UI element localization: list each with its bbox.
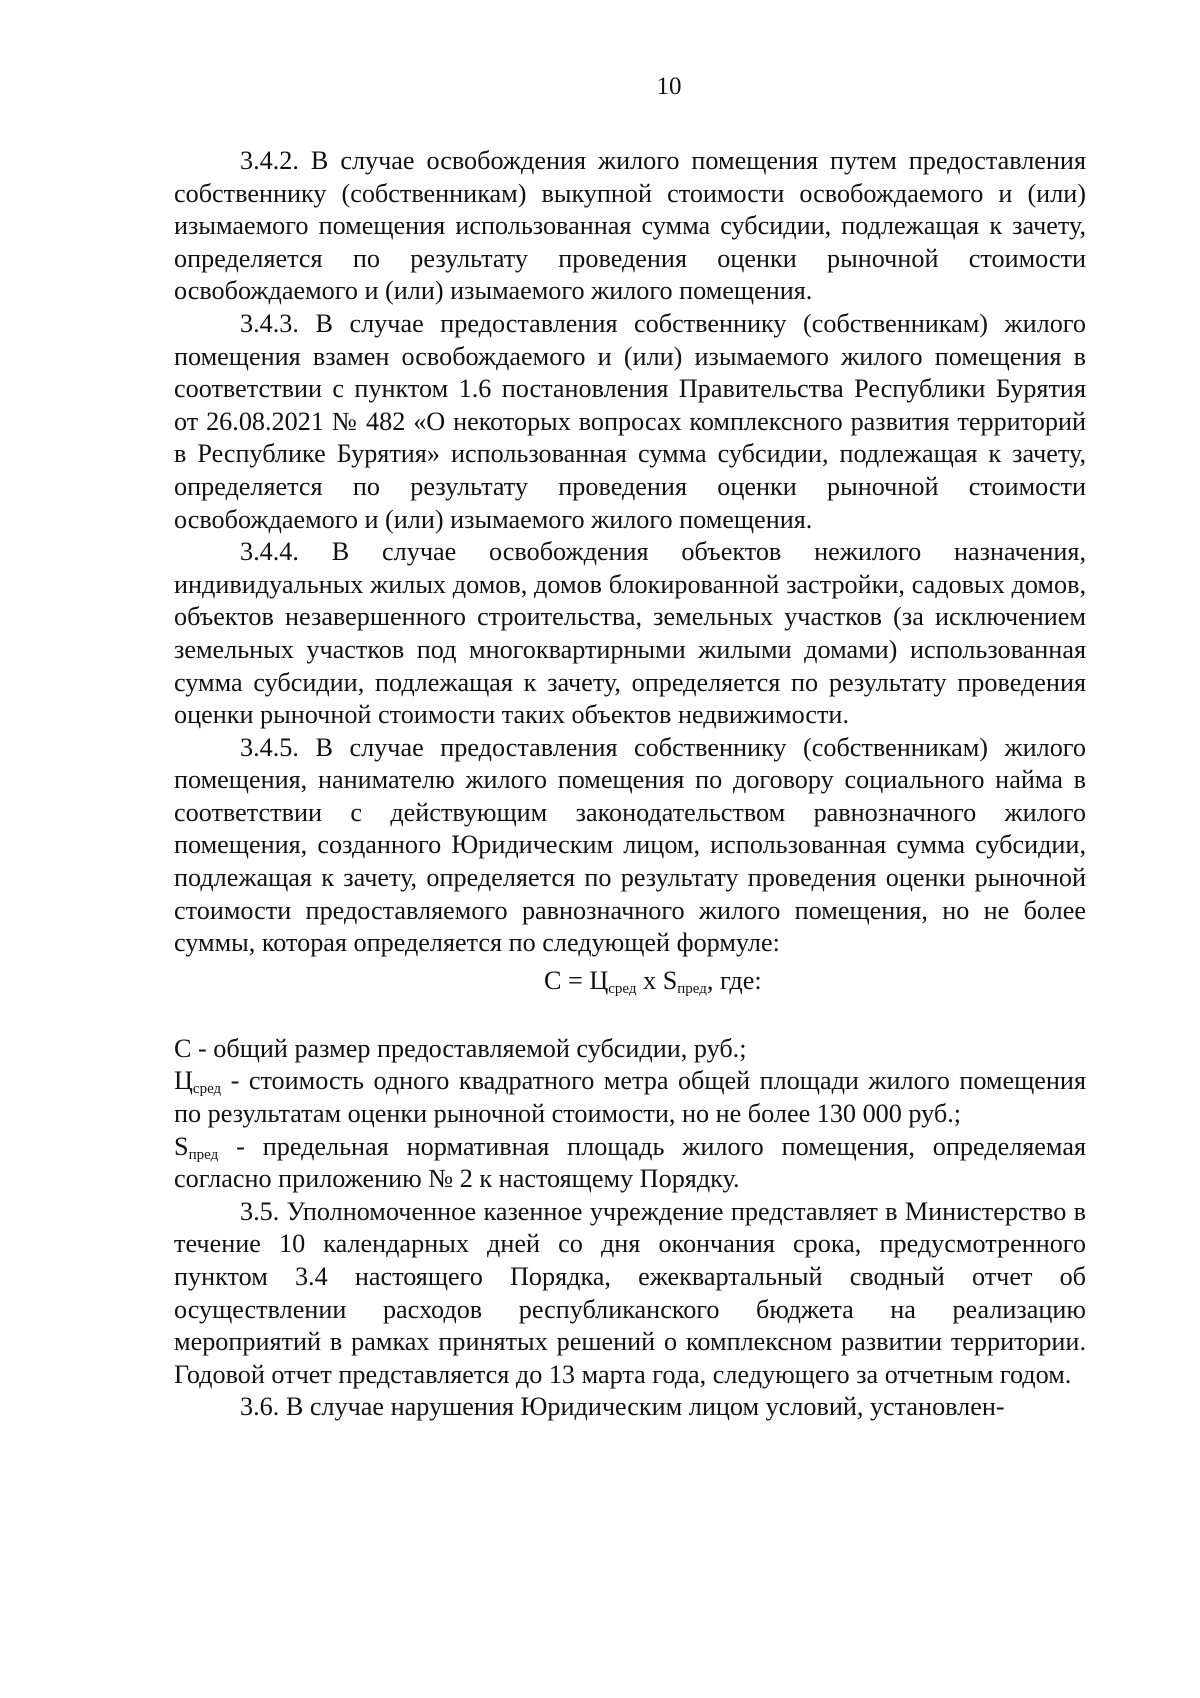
formula-sub-area: пред (677, 980, 707, 997)
paragraph-3-4-3: 3.4.3. В случае предоставления собственнику (собственникам) жилого помещения взамен освобождаемого и (или) изымаемого жилого помещения в соответствии с пунктом 1.6 постановления Правительства Республики Бурятия от 26.08.2021 № 482 «О некоторых вопросах комплексного развития территорий в Республике Бурятия» использованная сумма субсидии, подлежащая к зачету, определяется по результату проведения оценки рыночной стоимости освобождаемого и (или) изымаемого жилого помещения. (174, 308, 1086, 534)
definition-price (174, 1065, 1086, 1130)
paragraph-3-6: 3.6. В случае нарушения Юридическим лицом условий, установлен- (240, 1392, 1005, 1422)
paragraph-3-4-5: 3.4.5. В случае предоставления собственнику (собственникам) жилого помещения, нанимателю жилого помещения по договору социального найма в соответствии с действующим законодательством равнозначного жилого помещения, созданного Юридическим лицом, использованная сумма субсидии, подлежащая к зачету, определяется по результату проведения оценки рыночной стоимости предоставляемого равнозначного жилого помещения, но не более суммы, которая определяется по следующей формуле: (174, 732, 1086, 958)
paragraph-3-4-2: 3.4.2. В случае освобождения жилого помещения путем предоставления собственнику (собственникам) выкупной стоимости освобождаемого и (или) изымаемого помещения использованная сумма субсидии, подлежащая к зачету, определяется по результату проведения оценки рыночной стоимости освобождаемого и (или) изымаемого жилого помещения. (174, 146, 1086, 306)
area-subscript: пред (188, 1146, 219, 1163)
formula-mid: х S (636, 965, 678, 995)
formula-tail: , где: (706, 965, 762, 995)
definition-c: С - общий размер предоставляемой субсидии, руб.; (174, 1033, 747, 1063)
paragraph-3-5: 3.5. Уполномоченное казенное учреждение представляет в Министерство в течение 10 календарных дней со дня окончания срока, предусмотренного пунктом 3.4 настоящего Порядка, ежеквартальный сводный отчет об осуществлении расходов республиканского бюджета на реализацию мероприятий в рамках принятых решений о комплексном развитии территории. Годовой отчет представляется до 13 марта года, следующего за отчетным годом. (174, 1196, 1086, 1389)
page-number: 10 (656, 73, 682, 100)
document-body (174, 145, 1086, 1424)
area-symbol: S (174, 1131, 189, 1161)
definition-area (174, 1131, 1086, 1196)
subsidy-formula (174, 960, 1086, 1001)
price-subscript: сред (192, 1081, 222, 1098)
price-definition-text: - стоимость одного квадратного метра общей площади жилого помещения по результатам оценки рыночной стоимости, но не более 130 000 руб.; (174, 1066, 1086, 1129)
formula-sub-price: сред (608, 980, 637, 997)
spacer (174, 1001, 1086, 1033)
formula-lhs: С = Ц (544, 965, 609, 995)
price-symbol: Ц (174, 1066, 193, 1096)
paragraph-3-4-4: 3.4.4. В случае освобождения объектов нежилого назначения, индивидуальных жилых домов, домов блокированной застройки, садовых домов, объектов незавершенного строительства, земельных участков (за исключением земельных участков под многоквартирными жилыми домами) использованная сумма субсидии, подлежащая к зачету, определяется по результату проведения оценки рыночной стоимости таких объектов недвижимости. (174, 537, 1086, 730)
area-definition-text: - предельная нормативная площадь жилого помещения, определяемая согласно приложению № 2 к настоящему Порядку. (174, 1131, 1086, 1194)
